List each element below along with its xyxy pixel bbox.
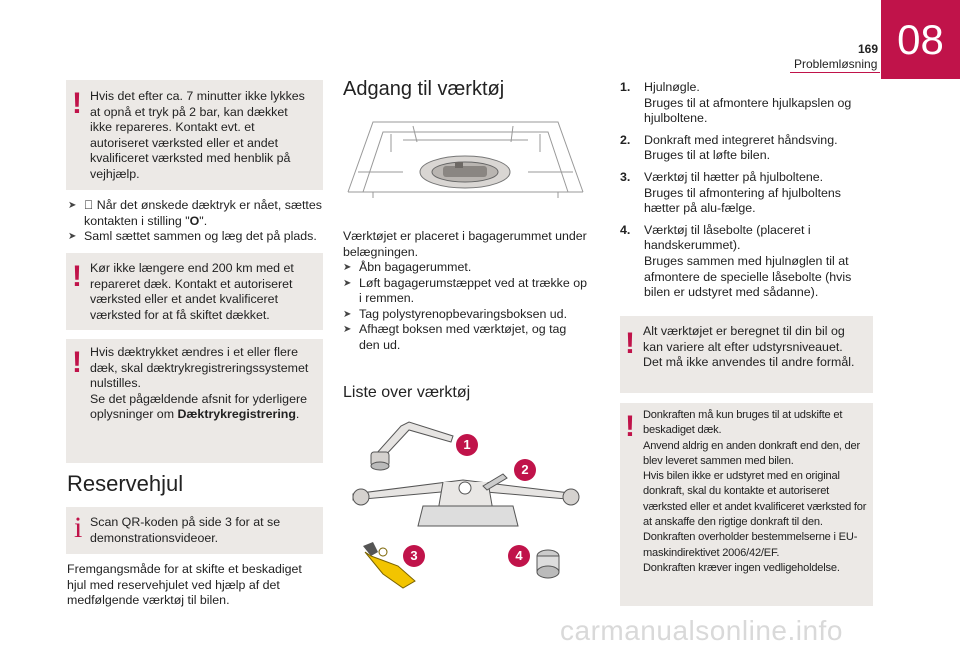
bullet-bold: O — [189, 213, 200, 228]
warning-line: Donkraften kræver ingen vedligeholdelse. — [643, 561, 840, 574]
warning-box-distance — [66, 253, 323, 330]
callout-1: 1 — [456, 434, 478, 456]
tool-desc: Bruges til afmontering af hjulboltens hætter på alu-fælge. — [644, 185, 841, 216]
bullet-text: Afhægt boksen med værktøjet, og tag den ud. — [359, 322, 567, 352]
warning-text: Hvis det efter ca. 7 minutter ikke lykkes at opnå et tryk på 2 bar, kan dækket ikke repareres. Kontakt evt. et autoriseret værksted eller et andet kvalificeret værksted med henblik på vejhjælp. — [90, 89, 305, 181]
callout-3: 3 — [403, 545, 425, 567]
callout-4: 4 — [508, 545, 530, 567]
locking-bolt-tool-drawing — [537, 550, 559, 578]
warning-line: Det må ikke anvendes til andre formål. — [643, 355, 855, 370]
bullet-arrow-icon: ➤ — [343, 308, 352, 320]
heading-liste: Liste over værktøj — [343, 384, 471, 401]
tool-title: Hjulnøgle. — [644, 80, 700, 94]
list-item — [343, 276, 588, 307]
callout-2: 2 — [514, 459, 536, 481]
warning-line — [90, 392, 312, 423]
tool-desc: Bruges til at afmontere hjulkapslen og hjulboltene. — [644, 95, 852, 126]
bullet-text: Når det ønskede dæktryk er nået, sættes kontakten i stilling " — [84, 198, 322, 228]
warning-text: Kør ikke længere end 200 km med et repareret dæk. Kontakt et autoriseret værksted eller et andet kvalificeret værksted for at få skiftet dækket. — [90, 261, 294, 322]
tool-title: Donkraft med integreret håndsving. — [644, 132, 838, 147]
left-bullet-list — [68, 198, 324, 245]
warning-icon: ! — [72, 346, 82, 379]
info-box-qr — [66, 507, 323, 554]
wheel-wrench-drawing — [371, 422, 453, 470]
middle-bullet-list — [343, 260, 588, 354]
warning-line: Donkraften overholder bestemmelserne i EU-maskindirektivet 2006/42/EF. — [643, 531, 858, 559]
trunk-illustration — [343, 112, 588, 202]
jack-drawing — [353, 474, 579, 526]
tool-number: 4. — [620, 222, 631, 237]
page-number: 169 — [858, 42, 879, 56]
warning-box-tpms — [66, 339, 323, 463]
tool-title: Værktøj til låsebolte (placeret i handskerummet). — [644, 222, 811, 253]
warning-bold-link: Dæktrykregistrering — [177, 407, 296, 422]
section-title: Problemløsning — [794, 57, 878, 71]
list-item — [68, 229, 324, 245]
warning-box-jack — [620, 403, 873, 606]
tool-number: 3. — [620, 169, 631, 184]
list-item — [343, 307, 588, 323]
middle-intro: Værktøjet er placeret i bagagerummet under belægningen. — [343, 229, 587, 259]
tool-item-4 — [620, 223, 870, 301]
watermark: carmanualsonline.info — [560, 615, 843, 646]
warning-text — [643, 324, 865, 371]
bullet-text: Saml sættet sammen og læg det på plads. — [84, 229, 317, 244]
header-rule — [790, 72, 880, 73]
warning-text — [90, 345, 312, 423]
bullet-arrow-icon: ➤ — [343, 277, 352, 289]
chapter-number: 08 — [897, 16, 944, 63]
tool-number: 2. — [620, 132, 631, 147]
warning-icon: ! — [625, 410, 635, 443]
list-item — [68, 198, 324, 229]
warning-text — [643, 408, 869, 576]
warning-icon: ! — [72, 260, 82, 293]
tool-desc: Bruges sammen med hjulnøglen til at afmontere de specielle låsebolte (hvis bilen er udstyret med sådanne). — [644, 253, 852, 300]
bullet-text-end: ". — [199, 213, 208, 228]
warning-line: Hvis bilen ikke er udstyret med en original donkraft, skal du kontakte et autoriseret værksted eller et andet kvalificeret værksted for at anskaffe den rigtige donkraft til den. — [643, 470, 867, 529]
tool-desc: Bruges til at løfte bilen. — [644, 148, 771, 163]
heading-reservehjul: Reservehjul — [67, 471, 184, 496]
reservehjul-paragraph: Fremgangsmåde for at skifte et beskadiget hjul med reservehjulet ved hjælp af det medfølgende værktøj til bilen. — [67, 562, 302, 608]
warning-icon: ! — [625, 327, 635, 360]
bullet-text: Tag polystyrenopbevaringsboksen ud. — [359, 306, 568, 321]
warning-line: Hvis dæktrykket ændres i et eller flere dæk, skal dæktrykregistreringssystemet nulstilles. — [90, 345, 309, 391]
bullet-arrow-icon: ➤ — [68, 231, 77, 243]
warning-icon: ! — [72, 87, 82, 120]
tool-number: 1. — [620, 80, 631, 94]
info-text: Scan QR-koden på side 3 for at se demonstrationsvideoer. — [90, 515, 281, 545]
warning-line: Anvend aldrig en anden donkraft end den, der blev leveret sammen med bilen. — [643, 439, 860, 467]
info-icon: i — [74, 511, 83, 544]
warning-line: Donkraften må kun bruges til at udskifte et beskadiget dæk. — [643, 409, 843, 437]
warning-line: Alt værktøjet er beregnet til din bil og kan variere alt efter udstyrsniveauet. — [643, 324, 845, 354]
list-item — [343, 260, 588, 276]
tool-item-1 — [620, 80, 870, 127]
bullet-text: Åbn bagagerummet. — [359, 260, 472, 274]
tool-item-3 — [620, 170, 870, 217]
bullet-arrow-icon: ➤ — [343, 324, 352, 336]
tool-item-2 — [620, 133, 870, 164]
bullet-arrow-icon: ➤ — [343, 262, 352, 273]
bullet-arrow-icon: ➤ — [68, 200, 77, 211]
chapter-tab — [881, 0, 960, 79]
warning-text-part: Se det pågældende afsnit for yderligere oplysninger om — [90, 391, 307, 422]
heading-adgang: Adgang til værktøj — [343, 78, 505, 100]
bullet-text: Løft bagagerumstæppet ved at trække op i remmen. — [359, 275, 587, 306]
tool-list — [620, 80, 870, 301]
tool-title: Værktøj til hætter på hjulboltene. — [644, 169, 824, 184]
warning-box-tools — [620, 316, 873, 393]
list-item — [343, 322, 588, 353]
warning-text-end: . — [295, 407, 300, 422]
warning-box-pressure — [66, 80, 323, 190]
